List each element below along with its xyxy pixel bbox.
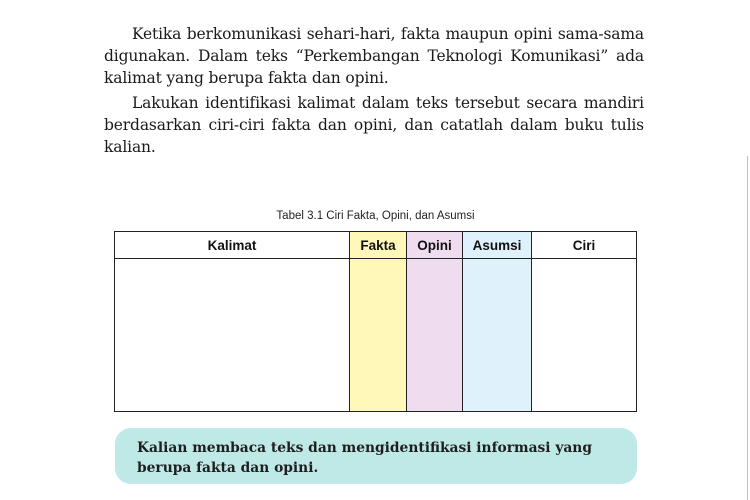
header-kalimat: Kalimat bbox=[115, 232, 350, 259]
header-fakta: Fakta bbox=[350, 232, 407, 259]
page-edge-divider bbox=[747, 156, 748, 500]
cell-opini bbox=[407, 259, 463, 412]
header-opini: Opini bbox=[407, 232, 463, 259]
cell-asumsi bbox=[463, 259, 532, 412]
summary-callout: Kalian membaca teks dan mengidentifikasi informasi yang berupa fakta dan opini. bbox=[115, 428, 637, 484]
cell-kalimat bbox=[115, 259, 350, 412]
header-asumsi: Asumsi bbox=[463, 232, 532, 259]
cell-fakta bbox=[350, 259, 407, 412]
cell-ciri bbox=[532, 259, 637, 412]
table-row bbox=[115, 259, 637, 412]
paragraph-instruction: Lakukan identifikasi kalimat dalam teks tersebut secara mandiri berdasarkan ciri-ciri fakta dan opini, dan catatlah dalam buku tulis kalian. bbox=[104, 94, 644, 156]
ciri-table bbox=[114, 231, 637, 412]
table-caption: Tabel 3.1 Ciri Fakta, Opini, dan Asumsi bbox=[276, 210, 475, 222]
header-ciri: Ciri bbox=[532, 232, 637, 259]
table-header-row bbox=[115, 232, 637, 259]
paragraph-intro: Ketika berkomunikasi sehari-hari, fakta maupun opini sama-sama digunakan. Dalam teks “Perkembangan Teknologi Komunikasi” ada kalimat yang berupa fakta dan opini. bbox=[104, 25, 644, 87]
